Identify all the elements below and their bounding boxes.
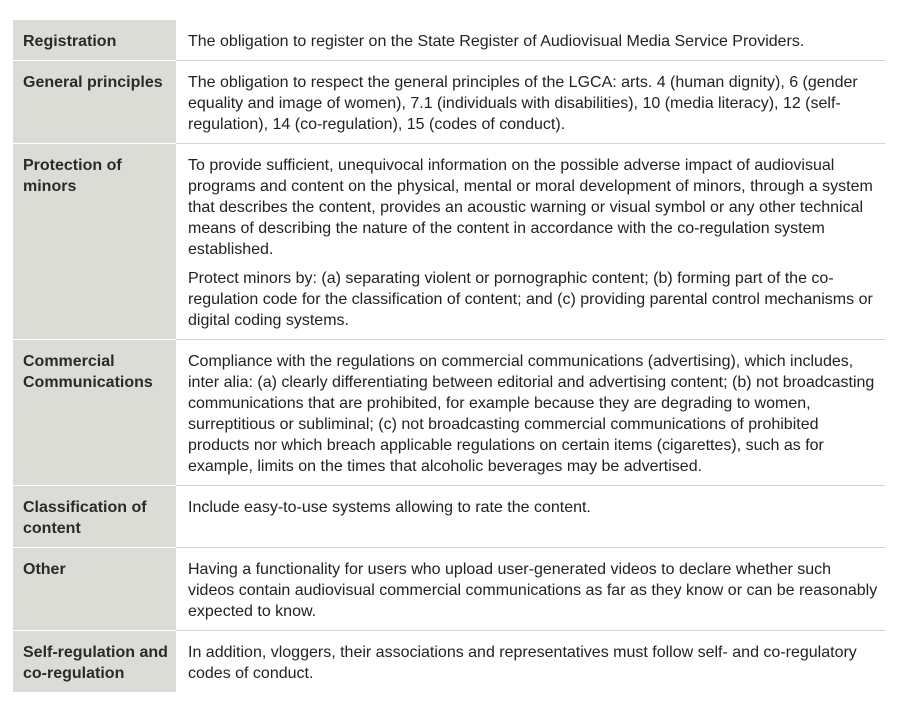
obligations-table [13, 20, 885, 692]
row-label: Commercial Communications [13, 340, 176, 486]
row-label: Protection of minors [13, 144, 176, 340]
row-paragraph: The obligation to register on the State Register of Audiovisual Media Service Providers. [188, 33, 805, 50]
row-paragraph: To provide sufficient, unequivocal information on the possible adverse impact of audiovisual programs and content on the physical, mental or moral development of minors, through a system that describes the content, provides an acoustic warning or visual symbol or any other technical means of describing the nature of the content in accordance with the co-regulation system established. [188, 157, 873, 258]
row-paragraph: In addition, vloggers, their associations and representatives must follow self- and co-regulatory codes of conduct. [188, 644, 857, 682]
row-label: Self-regulation and co-regulation [13, 631, 176, 692]
row-paragraph: Protect minors by: (a) separating violent or pornographic content; (b) forming part of the co-regulation code for the classification of content; and (c) providing parental control mechanisms or digital coding systems. [188, 270, 873, 329]
row-label: General principles [13, 61, 176, 144]
row-paragraph: Having a functionality for users who upload user-generated videos to declare whether such videos contain audiovisual commercial communications as far as they know or can be reasonably expected to know. [188, 561, 878, 620]
row-paragraph: Include easy-to-use systems allowing to rate the content. [188, 499, 591, 516]
row-paragraph: Compliance with the regulations on commercial communications (advertising), which includes, inter alia: (a) clearly differentiating between editorial and advertising content; (b) not broadcasting communications that are prohibited, for example because they are degrading to women, surreptitious or subliminal; (c) not broadcasting commercial communications of prohibited products nor which breach applicable regulations on certain items (cigarettes), such as for example, limits on the times that alcoholic beverages may be advertised. [188, 353, 875, 475]
row-content [176, 486, 885, 548]
row-label: Classification of content [13, 486, 176, 548]
row-content [176, 548, 885, 631]
row-label: Other [13, 548, 176, 631]
row-content [176, 20, 885, 61]
row-content [176, 144, 885, 340]
row-content [176, 631, 885, 692]
row-paragraph: The obligation to respect the general principles of the LGCA: arts. 4 (human dignity), 6 (gender equality and image of women), 7.1 (individuals with disabilities), 10 (media literacy), 12 (self-regulation), 14 (co-regulation), 15 (codes of conduct). [188, 74, 858, 133]
row-label: Registration [13, 20, 176, 61]
row-content [176, 340, 885, 486]
row-content [176, 61, 885, 144]
